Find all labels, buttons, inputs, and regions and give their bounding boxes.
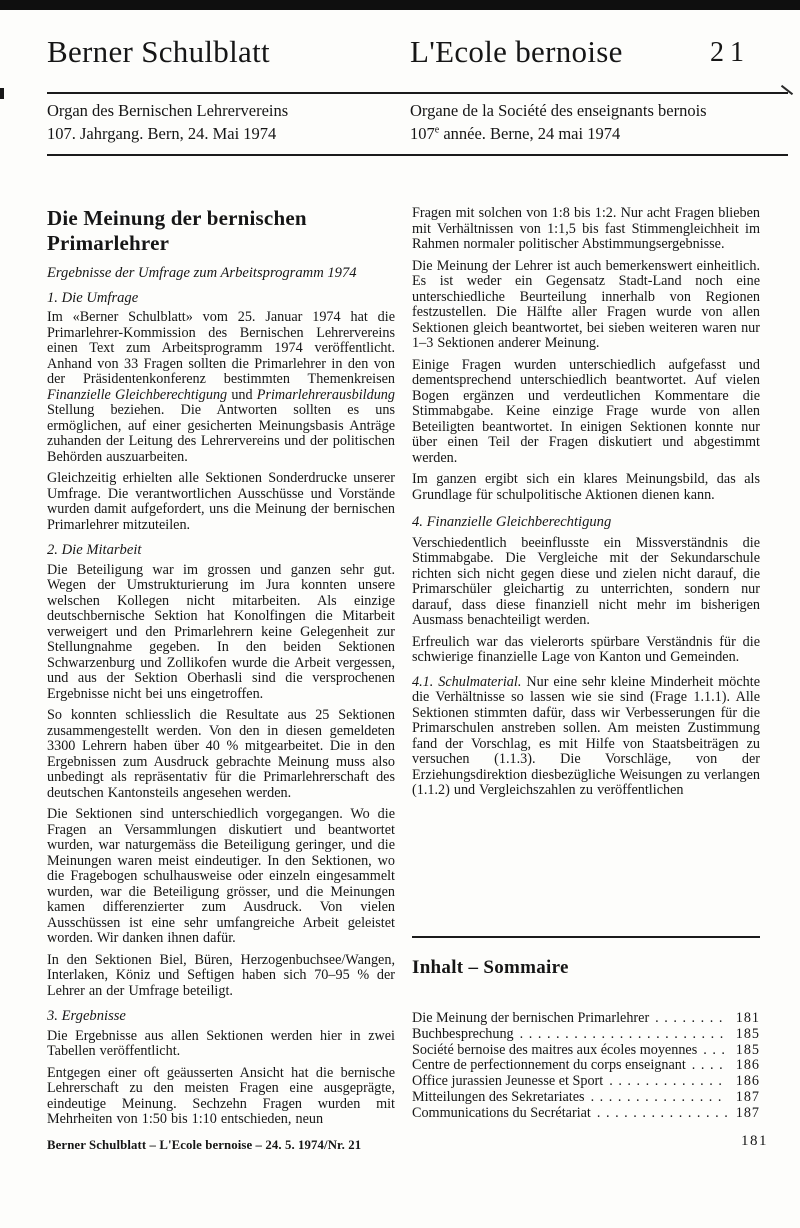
- toc-dot-leader: [609, 1074, 727, 1090]
- masthead-rule-top: [47, 92, 788, 94]
- toc-rule: [412, 936, 760, 938]
- left-column: [47, 206, 395, 1134]
- body-paragraph: Die Ergebnisse aus allen Sektionen werden hier in zwei Tabellen veröffentlicht.: [47, 1027, 395, 1059]
- masthead-rule-bottom: [47, 154, 788, 156]
- body-paragraph: Entgegen einer oft geäusserten Ansicht hat die bernische Lehrerschaft zu den meisten Fragen eine ausgeprägte, eindeutige Meinung. Sechzehn Fragen wurden mit Mehrheiten von 1:50 bis 1:10 entschieden, neun: [47, 1064, 395, 1127]
- toc-entry-label: Centre de perfectionnement du corps enseignant: [412, 1057, 686, 1074]
- body-paragraph: Einige Fragen wurden unterschiedlich aufgefasst und dementsprechend unterschiedlich beantwortet. Auf vielen Bogen ergänzen und verdeutlichen Kommentare die Stimmabgabe. Keine einzige Frage wurde von allen Beteiligten beantwortet. In einigen Sektionen konnte nur über einen Teil der Fragen diskutiert und abgestimmt werden.: [412, 356, 760, 466]
- subtitle-german: [47, 100, 288, 145]
- body-paragraph: So konnten schliesslich die Resultate aus 25 Sektionen zusammengestellt werden. Von den in diesen gemeldeten 3300 Lehrern haben über 40 % mitgearbeitet. Die in den Ergebnissen zum Ausdruck gebrachte Meinung muss also unbedingt als repräsentativ für die Primarlehrerschaft des deutschen Kantonsteils angesehen werden.: [47, 707, 395, 801]
- toc-entry: [412, 1074, 760, 1090]
- body-paragraph: Im ganzen ergibt sich ein klares Meinungsbild, das als Grundlage für schulpolitische Aktionen dienen kann.: [412, 471, 760, 503]
- toc-entry: [412, 1090, 760, 1106]
- toc-entry-label: Société bernoise des maitres aux écoles moyennes: [412, 1041, 698, 1058]
- subtitle-french-line2: 107e année. Berne, 24 mai 1974: [410, 123, 621, 143]
- section-heading-1: 1. Die Umfrage: [47, 289, 139, 306]
- issue-number: 21: [710, 37, 750, 68]
- subtitle-french-line1: Organe de la Société des enseignants bernois: [410, 101, 707, 120]
- article-subtitle: Ergebnisse der Umfrage zum Arbeitsprogramm 1974: [47, 265, 357, 281]
- toc-entry-label: Communications du Secrétariat: [412, 1104, 591, 1121]
- toc-dot-leader: [520, 1027, 727, 1043]
- toc-entry-label: Buchbesprechung: [412, 1025, 514, 1042]
- toc-entry-label: Mitteilungen des Sekretariates: [412, 1088, 585, 1105]
- toc-dot-leader: [597, 1106, 727, 1122]
- body-paragraph: Die Sektionen sind unterschiedlich vorgegangen. Wo die Fragen an Versammlungen diskutiert und beantwortet wurden, war naturgemäss die Beteiligung geringer, und die Meinungen waren meist eindeutiger. In den Sektionen, wo die Fragebogen schulhausweise oder einzeln eingesammelt wurden, war die Beteiligung grösser, und die Meinungen kamen differenzierter zum Ausdruck. Von vielen Ausschüssen ist eine sehr umfangreiche Arbeit geleistet worden. Wir danken ihnen dafür.: [47, 806, 395, 946]
- body-paragraph: In den Sektionen Biel, Büren, Herzogenbuchsee/Wangen, Interlaken, Köniz und Seftigen haben sich 70–95 % der Lehrer an der Umfrage beteiligt.: [47, 951, 395, 999]
- body-paragraph: Die Beteiligung war im grossen und ganzen sehr gut. Wegen der Umstrukturierung im Jura konnten unsere welschen Kollegen nicht mitarbeiten. Als einzige deutschbernische Sektion hat Konolfingen die Mitarbeit verweigert und den Primarlehrern keine Gelegenheit zur Stellungnahme gegeben. In den beiden Sektionen Schwarzenburg und Zollikofen wurde die Arbeit vergessen, und aus der Sektion Oberhasli sind die versprochenen Ergebnisse nicht bei uns eingetroffen.: [47, 561, 395, 702]
- toc-entry-page: 187: [735, 1104, 760, 1121]
- toc-entry: [412, 1043, 760, 1059]
- toc-dot-leader: [703, 1043, 727, 1059]
- footer-imprint: Berner Schulblatt – L'Ecole bernoise – 24. 5. 1974/Nr. 21: [47, 1138, 362, 1152]
- article-title: Die Meinung der bernischen Primarlehrer: [47, 206, 307, 255]
- section-heading-2: 2. Die Mitarbeit: [47, 542, 142, 558]
- toc-entry-label: Office jurassien Jeunesse et Sport: [412, 1073, 604, 1090]
- body-paragraph: Die Meinung der Lehrer ist auch bemerkenswert einheitlich. Es ist weder ein Gegensatz Stadt-Land noch eine unterschiedliche Beurteilung innerhalb von Regionen festzustellen. Die Hälfte aller Fragen wurde von allen Sektionen gleich beantwortet, bei sieben weiteren waren nur 1–3 Sektionen anderer Meinung.: [412, 257, 760, 351]
- toc-dot-leader: [655, 1011, 727, 1027]
- scan-mark-left: [0, 88, 4, 99]
- toc-entry: [412, 1058, 760, 1074]
- toc-entry-page: 185: [735, 1041, 760, 1058]
- toc-entry-label: Die Meinung der bernischen Primarlehrer: [412, 1010, 650, 1026]
- top-ink-bar: [0, 0, 800, 10]
- toc-heading: Inhalt – Sommaire: [412, 957, 569, 978]
- masthead-title-french: L'Ecole bernoise: [410, 34, 623, 69]
- subtitle-german-line2: 107. Jahrgang. Bern, 24. Mai 1974: [47, 123, 277, 143]
- right-column: [412, 206, 760, 805]
- body-paragraph: Fragen mit solchen von 1:8 bis 1:2. Nur acht Fragen blieben mit Verhältnissen von 1:1,5 bis fast Stimmengleichheit im Rahmen normaler politischer Abstimmungsergebnisse.: [412, 205, 760, 252]
- masthead-title-german: Berner Schulblatt: [47, 34, 270, 69]
- body-paragraph: Verschiedentlich beeinflusste ein Missverständnis die Stimmabgabe. Die Vergleiche mit der Sekundarschule richten sich nicht gegen diese und zielen nicht darauf, die Primarschüler gleichartig zu unterrichten, sondern nur darauf, dass diese finanziell nicht mehr im bisherigen Ausmass benachteiligt werden.: [412, 534, 760, 628]
- section-heading-4: 4. Finanzielle Gleichberechtigung: [412, 514, 612, 530]
- toc-entry-page: 185: [735, 1025, 760, 1042]
- subtitle-german-line1: Organ des Bernischen Lehrervereins: [47, 101, 289, 120]
- body-paragraph: 4.1. Schulmaterial. Nur eine sehr kleine Minderheit möchte die Verhältnisse so lassen wie sie sind (Frage 1.1.1). Alle Sektionen stimmten dafür, dass wir Verbesserungen für die Primarschulen anstreben sollen. Am meisten Zustimmung fand der Vorschlag, es mit Hilfe von Staatsbeiträgen zu versuchen (1.1.3). Die Vorschläge, von der Erziehungsdirektion diesbezügliche Weisungen zu verlangen (1.1.2) und Vergleichszahlen zu veröffentlichen: [412, 673, 760, 798]
- toc-dot-leader: [692, 1058, 727, 1074]
- toc-entry: [412, 1027, 760, 1043]
- toc-entry: [412, 1011, 760, 1027]
- toc-entry-page: 187: [735, 1088, 760, 1105]
- toc-entry: [412, 1106, 760, 1122]
- table-of-contents: [412, 1011, 760, 1122]
- body-paragraph: Erfreulich war das vielerorts spürbare Verständnis für die schwierige finanzielle Lage von Kanton und Gemeinden.: [412, 633, 760, 665]
- page-number: 181: [741, 1133, 768, 1149]
- toc-entry-page: 186: [735, 1073, 760, 1090]
- body-paragraph: Im «Berner Schulblatt» vom 25. Januar 1974 hat die Primarlehrer-Kommission des Bernischen Lehrervereins einen Text zum Arbeitsprogramm 1974 veröffentlicht. Anhand von 33 Fragen sollten die Primarlehrer in den von der Präsidentenkonferenz bestimmten Themenkreisen Finanzielle Gleichberechtigung und Primarlehrerausbildung Stellung beziehen. Die Antworten sollten es uns ermöglichen, auf einer gesicherten Meinungsbasis Anträge zuhanden der Leitung des Lehrervereins und der politischen Behörden auszuarbeiten.: [47, 309, 395, 465]
- subtitle-french: [410, 100, 707, 145]
- section-heading-3: 3. Ergebnisse: [47, 1008, 126, 1024]
- toc-entry-page: 186: [735, 1057, 760, 1074]
- toc-dot-leader: [591, 1090, 727, 1106]
- body-paragraph: Gleichzeitig erhielten alle Sektionen Sonderdrucke unserer Umfrage. Die verantwortlichen Ausschüsse und Vorstände wurden damit aufgefordert, uns die Meinung der bernischen Primarlehrer mitzuteilen.: [47, 470, 395, 533]
- toc-entry-page: 181: [735, 1010, 760, 1026]
